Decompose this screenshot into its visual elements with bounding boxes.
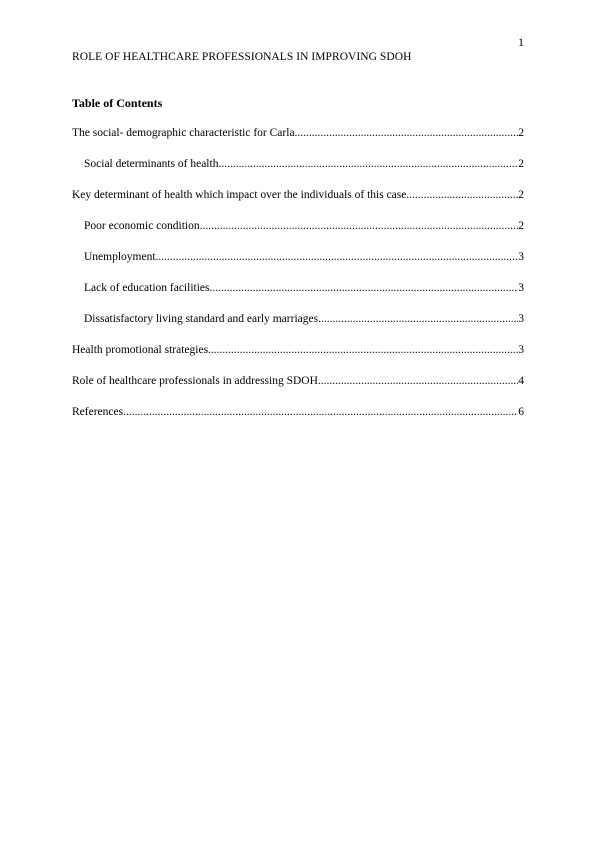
toc-entry-label: Health promotional strategies <box>72 344 209 356</box>
toc-entry-page: 2 <box>518 189 524 201</box>
toc-entry-page: 3 <box>518 344 524 356</box>
table-of-contents <box>72 126 524 436</box>
toc-entry-label: Role of healthcare professionals in addressing SDOH <box>72 375 318 387</box>
toc-entry[interactable] <box>72 219 524 250</box>
toc-dot-leader <box>318 312 518 326</box>
page-number: 1 <box>518 35 524 49</box>
toc-entry[interactable] <box>72 126 524 157</box>
toc-dot-leader <box>295 126 519 140</box>
toc-dot-leader <box>123 405 518 419</box>
toc-entry-page: 2 <box>518 127 524 139</box>
toc-entry-page: 4 <box>518 375 524 387</box>
toc-entry[interactable] <box>72 281 524 312</box>
toc-entry[interactable] <box>72 250 524 281</box>
toc-dot-leader <box>208 343 518 357</box>
toc-entry-label: Social determinants of health <box>84 158 219 170</box>
toc-entry-label: References <box>72 406 124 418</box>
toc-entry[interactable] <box>72 343 524 374</box>
toc-entry-page: 6 <box>518 406 524 418</box>
toc-entry-label: Unemployment <box>84 251 156 263</box>
toc-entry-label: Lack of education facilities <box>84 282 210 294</box>
toc-entry-page: 3 <box>518 282 524 294</box>
toc-dot-leader <box>218 157 518 171</box>
toc-entry[interactable] <box>72 188 524 219</box>
toc-entry-label: Key determinant of health which impact over the individuals of this case <box>72 189 407 201</box>
toc-entry-label: The social- demographic characteristic for Carla <box>72 127 295 139</box>
toc-dot-leader <box>209 281 518 295</box>
toc-entry-page: 3 <box>518 251 524 263</box>
toc-entry[interactable] <box>72 405 524 436</box>
toc-entry-label: Poor economic condition <box>84 220 200 232</box>
toc-entry-page: 2 <box>518 158 524 170</box>
toc-dot-leader <box>318 374 518 388</box>
toc-entry[interactable] <box>72 374 524 405</box>
toc-entry-page: 2 <box>518 220 524 232</box>
toc-title: Table of Contents <box>72 96 163 110</box>
toc-dot-leader <box>406 188 518 202</box>
toc-entry-page: 3 <box>518 313 524 325</box>
toc-entry[interactable] <box>72 312 524 343</box>
toc-entry-label: Dissatisfactory living standard and early marriages <box>84 313 319 325</box>
toc-dot-leader <box>200 219 519 233</box>
toc-entry[interactable] <box>72 157 524 188</box>
toc-dot-leader <box>156 250 519 264</box>
running-head: ROLE OF HEALTHCARE PROFESSIONALS IN IMPROVING SDOH <box>72 51 412 63</box>
